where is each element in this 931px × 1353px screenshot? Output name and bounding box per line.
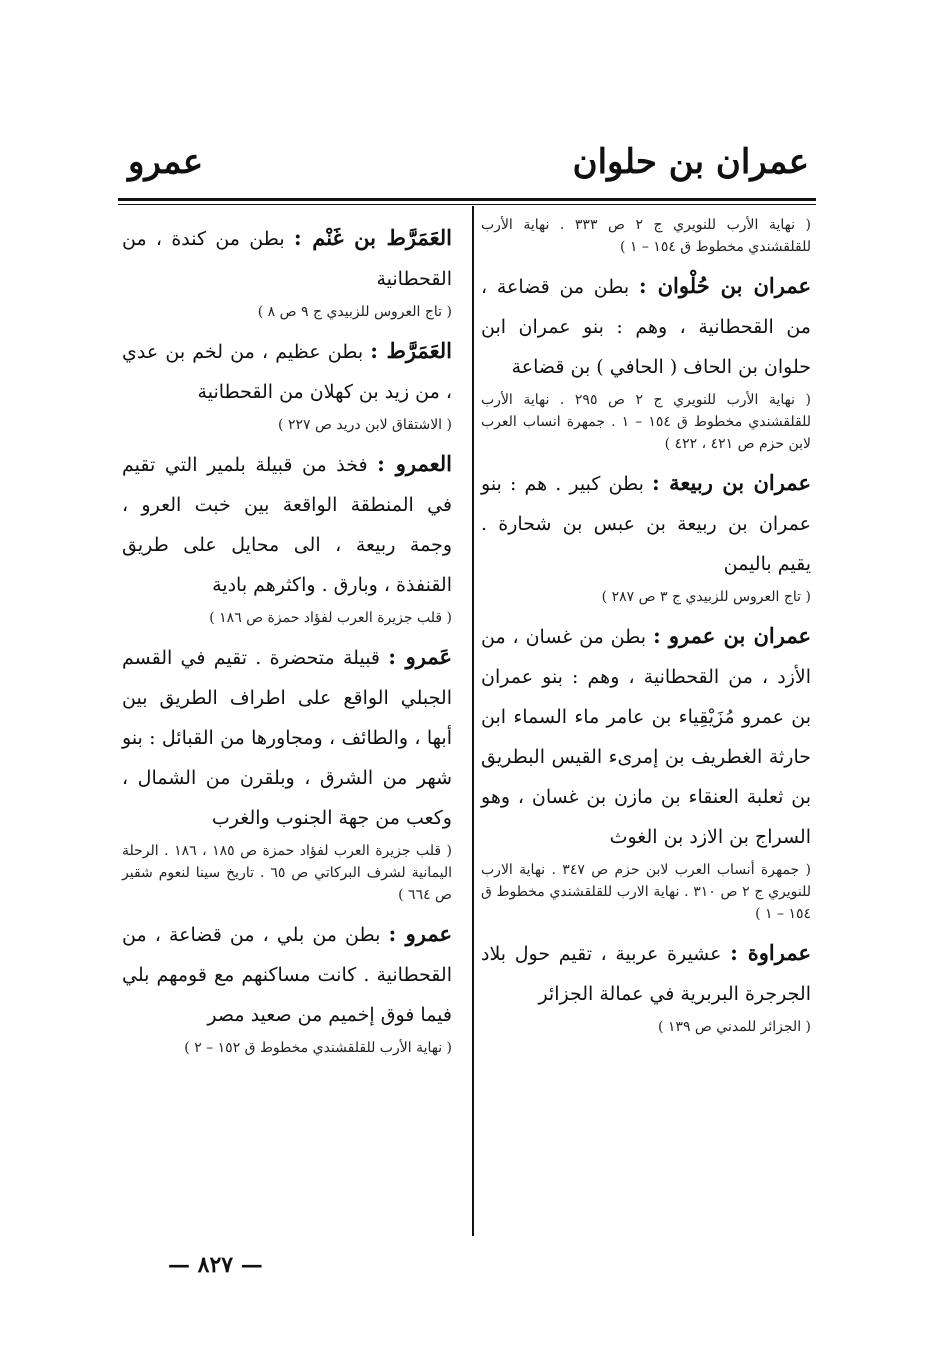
- entry-citation: ( تاج العروس للزبيدي ج ٩ ص ٨ ): [257, 304, 452, 320]
- dictionary-entry: [122, 331, 452, 436]
- entry-text: [122, 331, 452, 412]
- dictionary-entry: [481, 214, 811, 258]
- dictionary-entry: [122, 914, 452, 1059]
- running-header-right: عمران بن حلوان: [572, 142, 809, 182]
- entry-citation: ( نهاية الأرب للقلقشندي مخطوط ق ١٥٢ – ٢ ): [184, 1040, 452, 1056]
- entry-headword: عمران بن عمرو :: [652, 623, 811, 648]
- entry-definition: فخذ من قبيلة بلمير التي تقيم في المنطقة الواقعة بين خبت العرو ، وجمة ربيعة ، الى محايل على طريق القنفذة ، وبارق . واكثرهم بادية: [122, 454, 452, 596]
- header-rule-thin: [118, 204, 816, 205]
- entry-text: [122, 218, 452, 299]
- entry-citation: ( تاج العروس للزبيدي ج ٣ ص ٢٨٧ ): [601, 589, 811, 605]
- entry-text: [481, 463, 811, 584]
- entry-headword: عمراوة :: [730, 940, 811, 965]
- column-divider: [472, 206, 474, 1236]
- entry-text: [122, 914, 452, 1035]
- entry-definition: قبيلة متحضرة . تقيم في القسم الجبلي الواقع على اطراف الطريق بين أبها ، والطائف ، ومجاورها من القبائل : بنو شهر من الشرق ، وبلقرن من الشمال ، وكعب من جهة الجنوب والغرب: [122, 647, 452, 829]
- entry-definition: بطن كبير . هم : بنو عمران بن ربيعة بن عبس بن شحارة . يقيم باليمن: [481, 473, 811, 575]
- entry-citation: ( نهاية الأرب للنويري ج ٢ ص ٢٩٥ . نهاية الأرب للقلقشندي مخطوط ق ١٥٤ – ١ . جمهرة انساب العرب لابن حزم ص ٤٢١ ، ٤٢٢ ): [481, 392, 812, 452]
- entry-citation: ( قلب جزيرة العرب لفؤاد حمزة ص ١٨٦ ): [209, 610, 452, 626]
- right-column: [481, 212, 811, 1046]
- dictionary-entry: [481, 463, 811, 608]
- entry-headword: العَمَرَّط بن غَنْم :: [293, 225, 452, 250]
- entry-headword: عَمرو :: [388, 644, 452, 669]
- entry-definition: بطن من كندة ، من القحطانية: [122, 228, 452, 290]
- entry-definition: بطن من قضاعة ، من القحطانية ، وهم : بنو عمران ابن حلوان بن الحاف ( الحافي ) بن قضاعة: [481, 276, 811, 378]
- left-column: [122, 218, 452, 1067]
- entry-headword: عمران بن حُلْوان :: [638, 273, 812, 298]
- entry-text: [122, 444, 452, 605]
- entry-headword: عمرو :: [388, 921, 453, 946]
- entry-definition: بطن عظيم ، من لخم بن عدي ، من زيد بن كهلان من القحطانية: [122, 341, 452, 403]
- entry-text: [122, 637, 452, 838]
- entry-text: [481, 266, 811, 387]
- entry-definition: بطن من غسان ، من الأزد ، من القحطانية ، وهم : بنو عمران بن عمرو مُزَيْقِياء بن عامر ماء السماء ابن حارثة الغطريف بن إمرىء القيس البطريق بن ثعلبة العنقاء بن مازن بن غسان ، وهو السراج بن الازد بن الغوث: [481, 626, 811, 848]
- dictionary-entry: [122, 444, 452, 629]
- entry-headword: عمران بن ربيعة :: [652, 470, 811, 495]
- entry-citation: ( نهاية الأرب للنويري ج ٢ ص ٣٣٣ . نهاية الأرب للقلقشندي مخطوط ق ١٥٤ – ١ ): [481, 217, 811, 255]
- dictionary-entry: [122, 637, 452, 906]
- dictionary-entry: [481, 266, 811, 455]
- entry-definition: عشيرة عربية ، تقيم حول بلاد الجرجرة البربرية في عمالة الجزائر: [481, 943, 811, 1005]
- dictionary-entry: [481, 616, 811, 925]
- entry-text: [481, 616, 811, 857]
- entry-citation: ( جمهرة أنساب العرب لابن حزم ص ٣٤٧ . نهاية الارب للنويري ج ٢ ص ٣١٠ . نهاية الارب للقلقشندي مخطوط ق ١٥٤ – ١ ): [481, 862, 812, 922]
- entry-text: [481, 933, 811, 1014]
- dictionary-entry: [481, 933, 811, 1038]
- entry-headword: العَمَرَّط :: [370, 338, 453, 363]
- entry-citation: ( الجزائر للمدني ص ١٣٩ ): [657, 1019, 811, 1035]
- entry-citation: ( الاشتقاق لابن دريد ص ٢٢٧ ): [278, 417, 452, 433]
- entry-definition: بطن من بلي ، من قضاعة ، من القحطانية . كانت مساكنهم مع قومهم بلي فيما فوق إخميم من صعيد مصر: [122, 924, 452, 1026]
- entry-headword: العمرو :: [377, 451, 452, 476]
- entry-citation: ( قلب جزيرة العرب لفؤاد حمزة ص ١٨٥ ، ١٨٦ . الرحلة اليمانية لشرف البركاتي ص ٦٥ . تاريخ سينا لنعوم شقير ص ٦٦٤ ): [122, 843, 453, 903]
- dictionary-entry: [122, 218, 452, 323]
- running-header-left: عمرو: [128, 142, 204, 182]
- page-number: — ٨٢٧ —: [168, 1252, 263, 1278]
- header-rule: [118, 198, 816, 201]
